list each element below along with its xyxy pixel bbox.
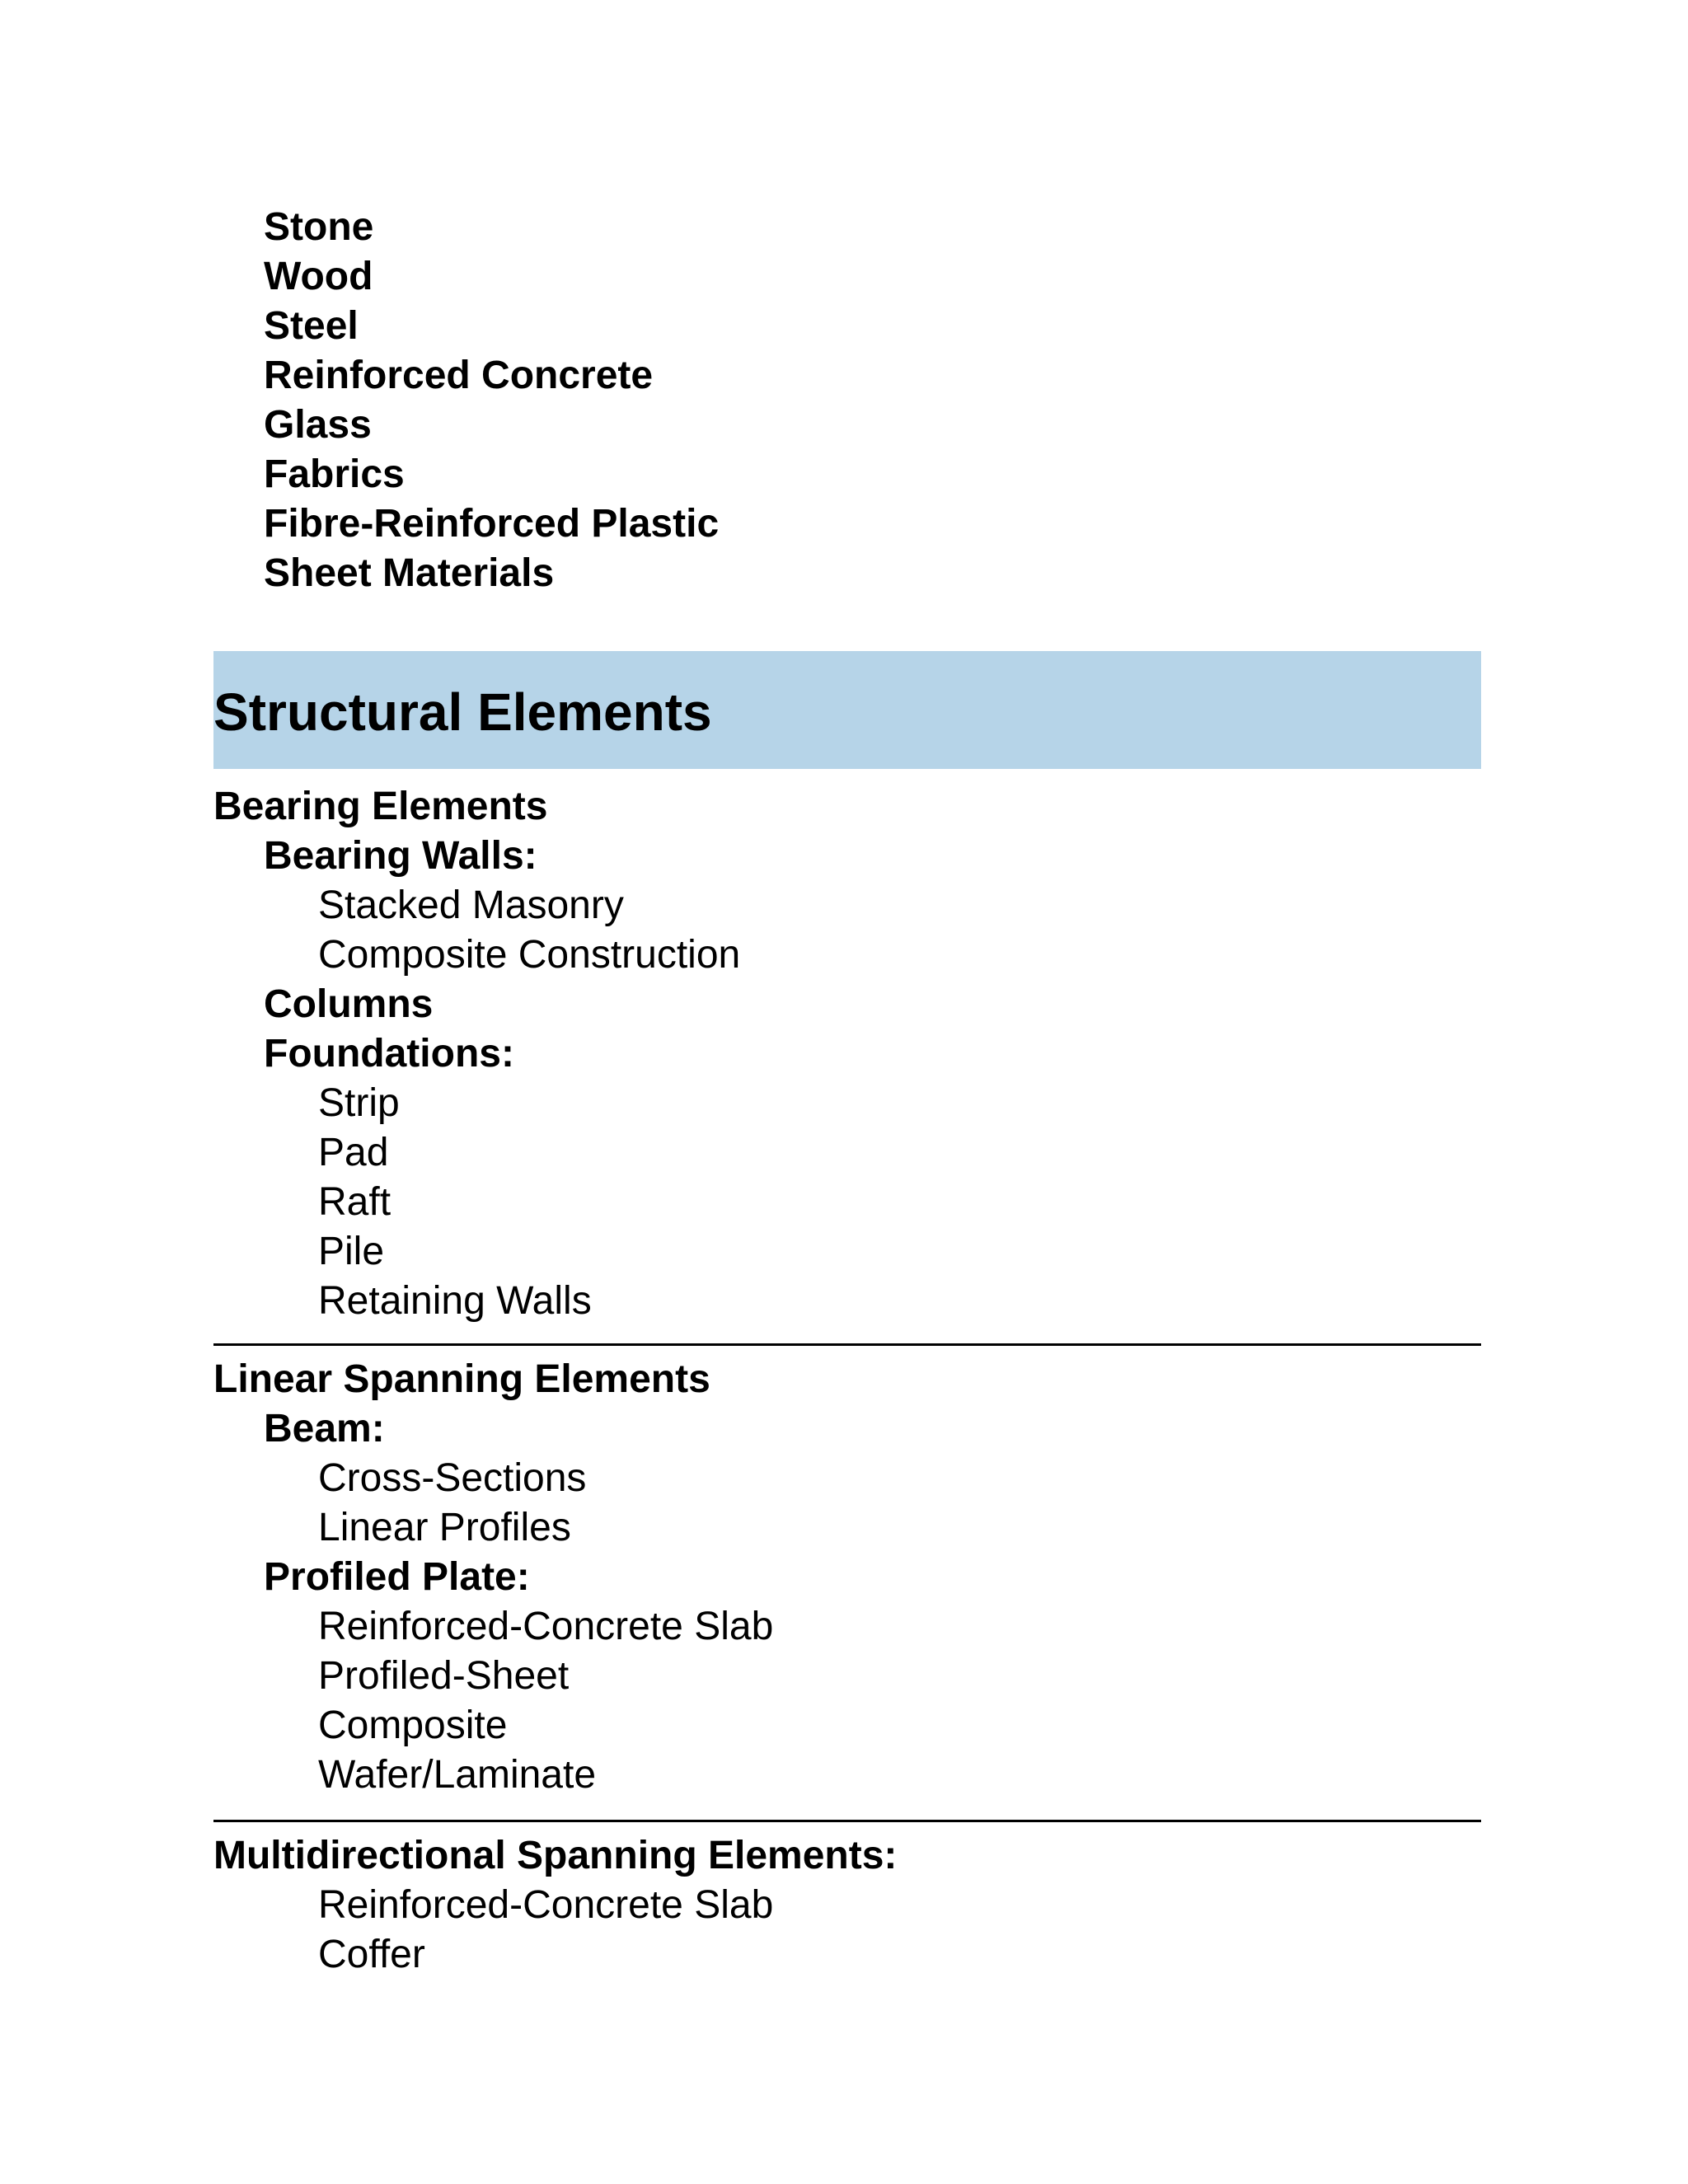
list-item: Cross-Sections: [318, 1456, 587, 1500]
material-sheet-materials: Sheet Materials: [264, 551, 555, 595]
material-stone: Stone: [264, 205, 374, 249]
list-item: Reinforced-Concrete Slab: [318, 1605, 774, 1648]
list-item: Composite Construction: [318, 933, 741, 977]
list-item: Composite: [318, 1704, 508, 1747]
bearing-elements-heading: Bearing Elements: [213, 785, 548, 828]
list-item: Coffer: [318, 1933, 425, 1976]
bearing-walls-label: Bearing Walls:: [264, 834, 537, 878]
profiled-plate-label: Profiled Plate:: [264, 1555, 530, 1599]
list-item: Wafer/Laminate: [318, 1753, 597, 1797]
section-banner: [213, 651, 1481, 769]
list-item: Raft: [318, 1180, 392, 1224]
section-divider: [213, 1820, 1481, 1822]
material-steel: Steel: [264, 304, 359, 348]
list-item: Pad: [318, 1131, 389, 1174]
beam-label: Beam:: [264, 1407, 385, 1451]
multidirectional-spanning-heading: Multidirectional Spanning Elements:: [213, 1834, 898, 1877]
list-item: Linear Profiles: [318, 1506, 571, 1549]
list-item: Retaining Walls: [318, 1279, 592, 1323]
list-item: Stacked Masonry: [318, 883, 624, 927]
list-item: Pile: [318, 1230, 385, 1273]
material-fabrics: Fabrics: [264, 452, 405, 496]
material-reinforced-concrete: Reinforced Concrete: [264, 354, 654, 397]
material-glass: Glass: [264, 403, 372, 447]
columns-label: Columns: [264, 982, 434, 1026]
list-item: Profiled-Sheet: [318, 1654, 570, 1698]
material-wood: Wood: [264, 255, 373, 298]
section-title: Structural Elements: [213, 682, 712, 742]
list-item: Reinforced-Concrete Slab: [318, 1883, 774, 1927]
foundations-label: Foundations:: [264, 1032, 514, 1076]
section-divider: [213, 1343, 1481, 1346]
material-fibre-reinforced-plastic: Fibre-Reinforced Plastic: [264, 502, 720, 546]
list-item: Strip: [318, 1081, 400, 1125]
linear-spanning-heading: Linear Spanning Elements: [213, 1357, 710, 1401]
